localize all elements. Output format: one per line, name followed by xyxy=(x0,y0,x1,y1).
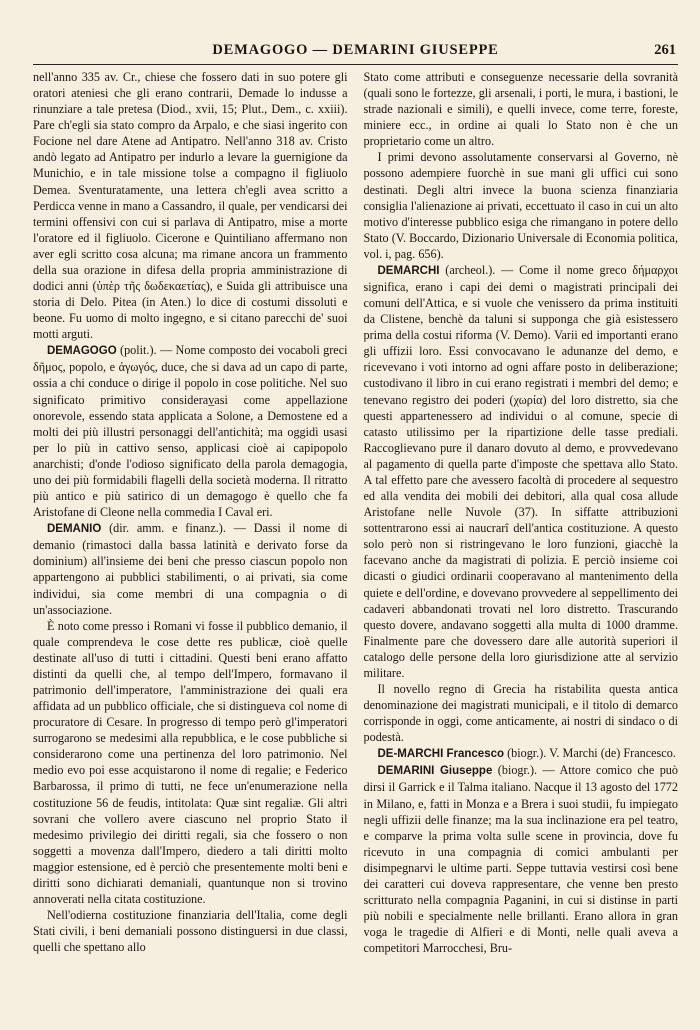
entry-demarini-giuseppe xyxy=(364,762,679,956)
running-title: DEMAGOGO — DEMARINI GIUSEPPE xyxy=(212,42,499,58)
headword: DE-MARCHI Francesco xyxy=(377,748,505,761)
entry-demarchi xyxy=(364,262,679,681)
left-column xyxy=(33,69,348,1008)
paragraph: Il novello regno di Grecia ha ristabilita questa antica denominazione dei magistrati municipali, e il titolo di demarco corrisponde in oggi, come anticamente, ai nostri di sindaco o di podestà. xyxy=(363,681,678,745)
headword: DEMARINI Giuseppe xyxy=(377,765,493,778)
text-columns xyxy=(33,69,678,1008)
right-column xyxy=(364,69,679,1008)
entry-de-marchi-francesco xyxy=(364,745,679,762)
headword: DEMARCHI xyxy=(377,264,440,277)
entry-text: (biogr.). — Attore comico che può dirsi il Garrick e il Talma italiano. Nacque il 13 agosto del 1772 in Milano, e, fatti in Monza e a Brera i suoi studii, fu impiegato negli uffizii delle finanze; ma la sua inclinazione era pel teatro, e comparve la prima volta sulle scene in provincia, dove fu ricevuto in una compagnia di comici ambulanti per disimpegnarvi le ultime parti. Seppe tuttavia vestirsi così bene dei caratteri cui doveva rappresentare, che venne ben presto scritturato nella compagnia Paganini, in cui si distinse in parti più nobili e specialmente nelle brillanti. Erano allora in gran voga le tragedie di Alfieri e di Monti, nelle quali aveva a competitori Marrocchesi, Bru- xyxy=(363,763,678,956)
entry-text: (archeol.). — Come il nome greco δήμαρχοι significa, erano i capi dei demi o magistrati principali dei comuni dell'Attica, e si vuole che venissero da prima instituiti da Clistene, benchè da taluni si supponga che già esistessero prima della costui riforma (V. Demo). Varii ed importanti erano gli uffizii loro. Essi convocavano le adunanze del demo, e ricevevano i voti intorno ad ogni affare posto in deliberazione; custodivano il libro in cui erano registrati i membri del demo; e tenevano registro dei poderi (χωρία) del loro distretto, sia che questi appartenessero ad individui o al comune, specie di catasto utilissimo per la ripartizione delle tasse prediali. Raccoglievano pure il danaro dovuto al demo, e provvedevano al pagamento di quella parte d'imposte che spettava allo Stato. A tal effetto pare che avessero facoltà di procedere al sequestro ed alla vendita dei mobili dei debitori, alla qual cosa allude Aristofane nelle Nuvole (37). In siffatte attribuzioni sottentrarono essi ai naucrarî dell'antica costituzione. A questo solo però non si ristringevano le loro funzioni, giacchè la facevano anche da magistrati di polizia. E perciò insieme coi dicasti o giudici ordinarii cooperavano al mantenimento della quiete e dell'ordine, e dovevano provvedere al seppellimento dei cadaveri abbandonati trovati nel loro distretto. Trascurando questo dovere, andavano soggetti alla multa di 1000 dramme. Finalmente pare che dovessero dare alle autorità superiori il catalogo delle persone della loro giurisdizione atte al servizio militare. xyxy=(363,262,678,680)
entry-demagogo xyxy=(33,342,348,520)
paragraph-continuation: Stato come attributi e conseguenze necessarie della sovranità (quali sono le fortezze, gli arsenali, i porti, le mura, i bastioni, le strade nazionali e simili), e quelli invece, come terre, foreste, miniere ecc., in ordine ai quali lo Stato non è che un proprietario come un altro. xyxy=(363,70,678,149)
running-header xyxy=(33,40,678,65)
paragraph: I primi devono assolutamente conservarsi al Governo, nè possono adempiere fuorchè in sue mani gli uffici cui sono destinati. Degli altri invece la buona scienza finanziaria consiglia l'alienazione ai privati, eccettuato il caso in cui un alto motivo d'interesse pubblico esiga che rimangano in potere dello Stato (V. Boccardo, Dizionario Universale di Economia politica, vol. i, pag. 656). xyxy=(363,150,678,261)
entry-text: (polit.). — Nome composto dei vocaboli greci δῆμος, popolo, e ἀγωγός, duce, che si dava ad un capo di parte, ossia a chi conduce o dirige il popolo in cose politiche. Nel suo significato primitivo considerav̲asi come appellazione onorevole, essendo stata applicata a Solone, a Demostene ed a molti dei più illustri personaggi dell'antichità; ma oggidì usasi per lo più in cattivo senso, applicasi cioè ai capipopolo anarchisti; d'onde l'odioso significato della parola demagogia, uno dei più formidabili flagelli della società moderna. Il ritratto più antico e più satirico di un demagogo è quello che fa Aristofane di Cleone nella commedia I Caval eri. xyxy=(33,343,348,520)
page-number: 261 xyxy=(654,42,676,58)
headword: DEMAGOGO xyxy=(47,345,117,358)
headword: DEMANIO xyxy=(47,523,102,536)
entry-demanio xyxy=(33,520,348,617)
paragraph: È noto come presso i Romani vi fosse il pubblico demanio, il quale comprendeva le cose dette res publicæ, cioè quelle destinate all'uso di tutti i cittadini. Questi beni erano affatto distinti da quelli che, al tempo dell'Impero, formavano il patrimonio dell'imperatore, l'amministrazione dei quali era affidata ad un pubblico officiale, che si distingueva col nome di procuratore di Cesare. In progresso di tempo però gl'imperatori surrogarono se medesimi alla repubblica, e le cose pubbliche si considerarono come una pertinenza del loro patrimonio. Nel medio evo poi esse acquistarono il nome di regalie; e Federico Barbarossa, il primo di tutti, ne fece un'enumerazione nella costituzione 56 de feudis, intitolata: Quæ sint regaliæ. Gli altri sovrani che vollero avere ciascuno nel proprio Stato il medesimo privilegio dei diritti regali, sia che fossero o non soggetti a movenza dall'Impero, diedero a tali diritti molto maggior estensione, ed è perciò che presentemente molti beni e diritti sono dichiarati demaniali, quantunque non si trovino annoverati nella citata costituzione. xyxy=(33,618,348,906)
entry-text: (biogr.). V. Marchi (de) Francesco. xyxy=(504,746,676,761)
demade-entry-continuation: nell'anno 335 av. Cr., chiese che fossero dati in suo potere gli oratori ateniesi che gli erano contrarii, Demade lo indusse a rinunziare a tale pretesa (Diod., xvii, 15; Plut., Dem., c. xxiii). Pare ch'egli sia stato compro da Arpalo, e che siasi ingerito con Focione nel dare Atene ad Antipatro. Nell'anno 318 av. Cristo andò legato ad Antipatro per indurlo a levare la guernigione da Munichio, e in tale missione tolse a compagno il figliuolo Demea. Sventuratamente, una lettera ch'egli avea scritto a Perdicca venne in mano a Cassandro, il quale, per vendicarsi dei termini offensivi con cui si parlava di Antipatro, mise a morte l'oratore ed il figliuolo. Cicerone e Quintiliano affermano non aver egli scritto cosa alcuna; ma rimane ancora un frammento della sua orazione in difesa della propria amministrazione di dodici anni (ὑπὲρ τῆς δωδεκαετίας), e Suida gli attribuisce una storia di Delo. Pitea (in Aten.) lo dice di costumi dissoluti e beone. Fu uomo di molto ingegno, e si citano parecchi de' suoi motti arguti. xyxy=(33,70,348,342)
paragraph: Nell'odierna costituzione finanziaria dell'Italia, come degli Stati civili, i beni demaniali possono distinguersi in due classi, quelli che spettano allo xyxy=(33,908,348,955)
entry-text: (dir. amm. e finanz.). — Dassi il nome di demanio (rimastoci dalla bassa latinità e derivato forse da dominium) all'insieme dei beni che presso ciascun popolo non appartengono ai pubblici stabilimenti, o ai privati, sia come individui, sia come membri di una compagnia o di un'associazione. xyxy=(33,521,348,617)
